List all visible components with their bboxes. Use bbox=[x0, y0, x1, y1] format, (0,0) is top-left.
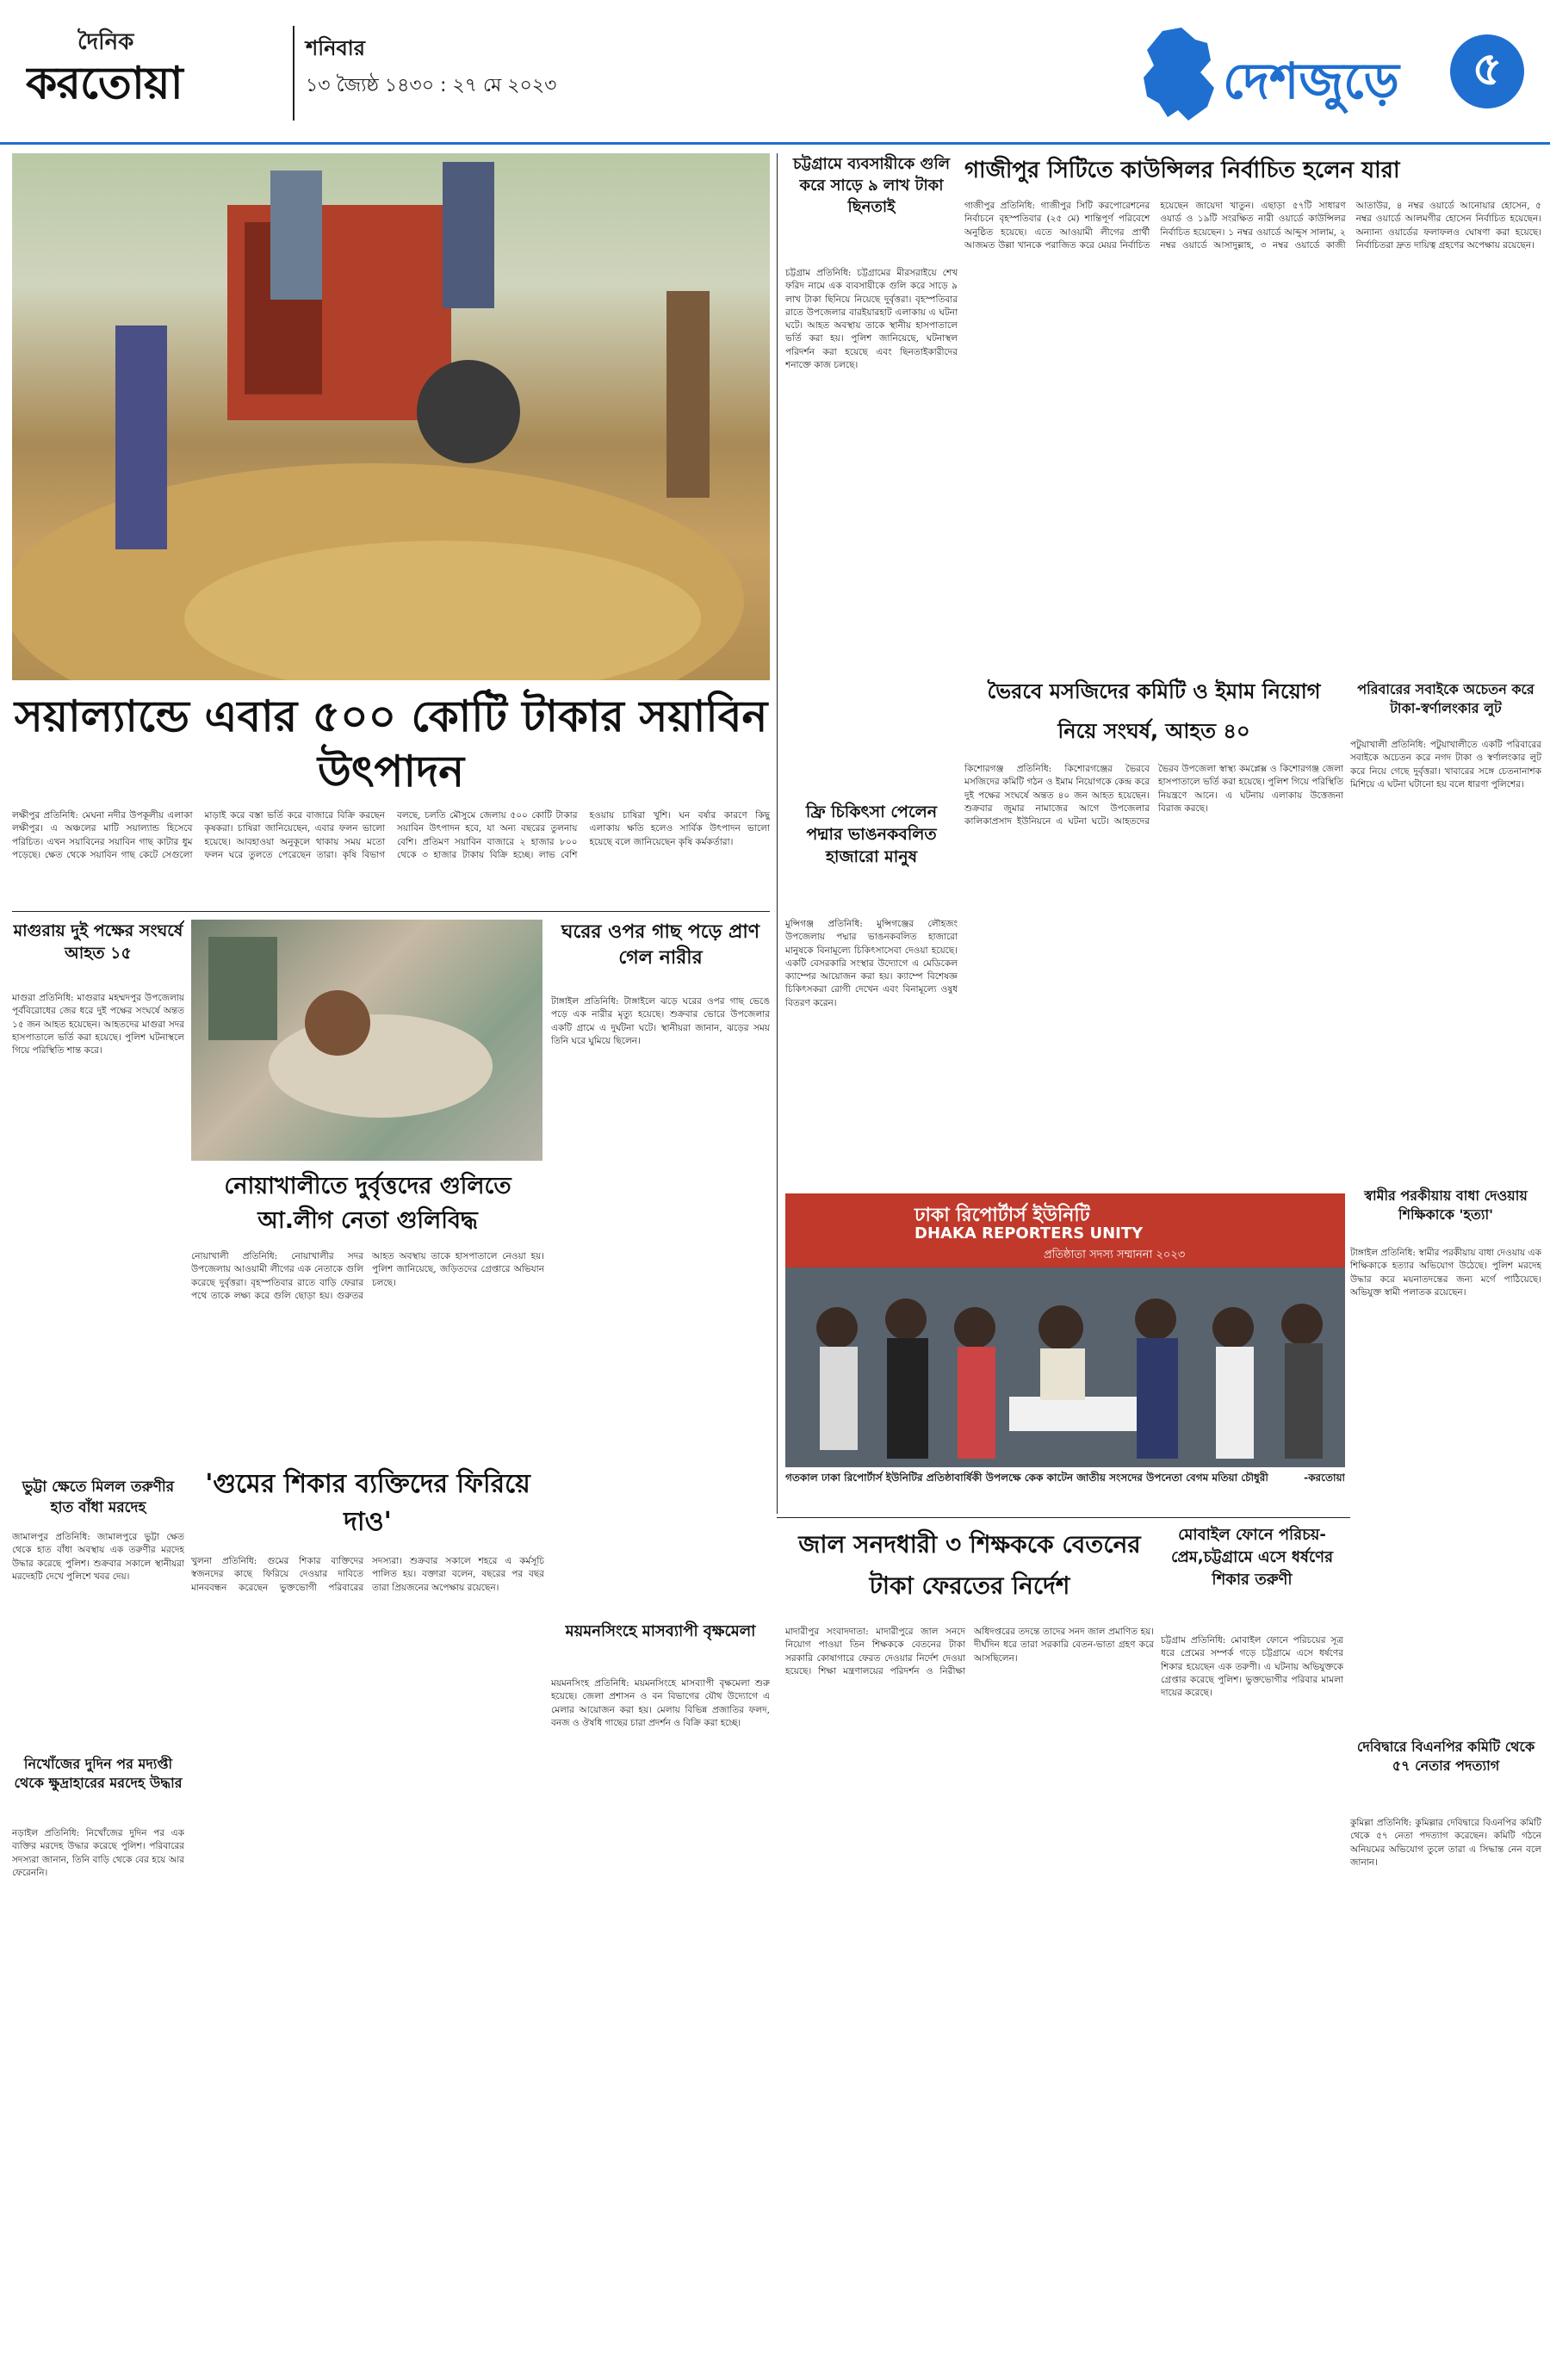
photo-dru-event bbox=[785, 1193, 1345, 1467]
article-missing: নড়াইল প্রতিনিধি: নিখোঁজের দুদিন পর এক ব্যক্তির মরদেহ উদ্ধার করেছে পুলিশ। পরিবারের সদস্যরা জানান, তিনি বাড়ি থেকে বের হয়ে আর ফেরেননি। bbox=[12, 1828, 184, 1878]
headline-gum: 'গুমের শিকার ব্যক্তিদের ফিরিয়ে দাও' bbox=[205, 1469, 530, 1537]
article-ctg: চট্টগ্রাম প্রতিনিধি: চট্টগ্রামের মীরসরাইয়ে শেখ ফরিদ নামে এক ব্যবসায়ীকে গুলি করে সাড়ে ৯ লাখ টাকা ছিনিয়ে নিয়েছে দুর্বৃত্তরা। বৃহস্পতিবার রাতে উপজেলার বারইয়ারহাট এলাকায় এ ঘটনা ঘটে। আহত অবস্থায় তাকে স্থানীয় হাসপাতালে ভর্তি করা হয়। পুলিশ জানিয়েছে, ঘটনাস্থল পরিদর্শন করা হয়েছে এবং ছিনতাইকারীদের শনাক্তে কাজ চলছে। bbox=[785, 268, 958, 371]
article-fire: পটুয়াখালী প্রতিনিধি: পটুয়াখালীতে একটি পরিবারের সবাইকে অচেতন করে নগদ টাকা ও স্বর্ণালংকার লুট করে নিয়ে গেছে দুর্বৃত্তরা। খাবারের সঙ্গে চেতনানাশক মিশিয়ে এ ঘটনা ঘটানো হয় বলে ধারণা পুলিশের। bbox=[1350, 740, 1541, 790]
caption-credit: -করতোয়া bbox=[1304, 1472, 1345, 1484]
headline-husband: স্বামীর পরকীয়ায় বাধা দেওয়ায় শিক্ষিকাকে 'হত্যা' bbox=[1364, 1187, 1528, 1223]
article-mosque: কিশোরগঞ্জ প্রতিনিধি: কিশোরগঞ্জের ভৈরবে মসজিদের কমিটি গঠন ও ইমাম নিয়োগকে কেন্দ্র করে দুই পক্ষের সংঘর্ষে অন্তত ৪০ জন আহত হয়েছেন। শুক্রবার জুমার নামাজের আগে উপজেলার কালিকাপ্রসাদ ইউনিয়নে এ ঘটনা ঘটে। আহতদের ভৈরব উপজেলা স্বাস্থ্য কমপ্লেক্স ও কিশোরগঞ্জ জেলা হাসপাতালে ভর্তি করা হয়েছে। পুলিশ গিয়ে পরিস্থিতি নিয়ন্ত্রণে আনে। এ ঘটনায় এলাকায় উত্তেজনা বিরাজ করছে। bbox=[964, 764, 1343, 827]
banner-title-en: DHAKA REPORTERS UNITY bbox=[914, 1224, 1144, 1243]
headline-soybean: সয়াল্যান্ডে এবার ৫০০ কোটি টাকার সয়াবিন উৎপাদন bbox=[14, 691, 768, 796]
lead-photo-soybean-harvest bbox=[12, 153, 770, 680]
headline-ctg: চট্টগ্রামে ব্যবসায়ীকে গুলি করে সাড়ে ৯ লাখ টাকা ছিনতাই bbox=[793, 155, 950, 216]
column-rule bbox=[777, 153, 778, 1514]
headline-jaal: জাল সনদধারী ৩ শিক্ষককে বেতনের টাকা ফেরতের নির্দেশ bbox=[798, 1530, 1141, 1600]
headline-padma: ফ্রি চিকিৎসা পেলেন পদ্মার ভাঙনকবলিত হাজারো মানুষ bbox=[805, 803, 938, 866]
day-label: শনিবার bbox=[306, 36, 365, 60]
masthead-divider bbox=[293, 26, 294, 121]
photo-hospital-patient bbox=[191, 920, 542, 1161]
masthead-rule bbox=[0, 142, 1550, 145]
brand-logo bbox=[26, 24, 198, 119]
article-bhutta: জামালপুর প্রতিনিধি: জামালপুরে ভুট্টা ক্ষেত থেকে হাত বাঁধা অবস্থায় এক তরুণীর মরদেহ উদ্ধার করেছে পুলিশ। শুক্রবার সকালে স্থানীয়রা মরদেহটি দেখে পুলিশে খবর দেয়। bbox=[12, 1532, 184, 1582]
dru-people-scene bbox=[785, 1267, 1345, 1467]
page-number: ৫ bbox=[1472, 41, 1503, 96]
article-husband: টাঙ্গাইল প্রতিনিধি: স্বামীর পরকীয়ায় বাধা দেওয়ায় এক শিক্ষিকাকে হত্যার অভিযোগ উঠেছে। পুলিশ মরদেহ উদ্ধার করে ময়নাতদন্তের জন্য মর্গে পাঠিয়েছে। অভিযুক্ত স্বামী পলাতক রয়েছেন। bbox=[1350, 1248, 1541, 1298]
headline-mobile: মোবাইল ফোনে পরিচয়-প্রেম,চট্টগ্রামে এসে ধর্ষণের শিকার তরুণী bbox=[1171, 1526, 1333, 1589]
patient-scene bbox=[191, 920, 542, 1161]
section-title: দেশজুড়ে bbox=[1223, 52, 1399, 110]
article-jaal: মাদারীপুর সংবাদদাতা: মাদারীপুরে জাল সনদে নিয়োগ পাওয়া তিন শিক্ষককে বেতনের টাকা সরকারি কোষাগারে ফেরত দেওয়ার নির্দেশ দেওয়া হয়েছে। শিক্ষা মন্ত্রণালয়ের পরিদর্শন ও নিরীক্ষা অধিদপ্তরের তদন্তে তাদের সনদ জাল প্রমাণিত হয়। দীর্ঘদিন ধরে তারা সরকারি বেতন-ভাতা গ্রহণ করে আসছিলেন। bbox=[785, 1627, 1154, 1677]
caption-text: গতকাল ঢাকা রিপোর্টার্স ইউনিটির প্রতিষ্ঠাবার্ষিকী উপলক্ষে কেক কাটেন জাতীয় সংসদের উপনেতা বেগম মতিয়া চৌধুরী bbox=[785, 1472, 1268, 1484]
page-number-badge bbox=[1450, 34, 1524, 108]
date-label: ১৩ জ্যৈষ্ঠ ১৪৩০ : ২৭ মে ২০২৩ bbox=[306, 75, 557, 96]
headline-bhutta: ভুট্টা ক্ষেতে মিলল তরুণীর হাত বাঁধা মরদেহ bbox=[22, 1478, 175, 1516]
article-noakhali: নোয়াখালী প্রতিনিধি: নোয়াখালীর সদর উপজেলায় আওয়ামী লীগের এক নেতাকে গুলি করেছে দুর্বৃত্তরা। বৃহস্পতিবার রাতে বাড়ি ফেরার পথে তাকে লক্ষ্য করে গুলি ছোড়া হয়। গুরুতর আহত অবস্থায় তাকে হাসপাতালে নেওয়া হয়। পুলিশ জানিয়েছে, জড়িতদের গ্রেপ্তারে অভিযান চলছে। bbox=[191, 1251, 544, 1301]
headline-gazipur: গাজীপুর সিটিতে কাউন্সিলর নির্বাচিত হলেন যারা bbox=[964, 158, 1400, 183]
headline-tree: ঘরের ওপর গাছ পড়ে প্রাণ গেল নারীর bbox=[561, 921, 760, 969]
article-magura: মাগুরা প্রতিনিধি: মাগুরার মহম্মদপুর উপজেলায় পূর্ববিরোধের জের ধরে দুই পক্ষের সংঘর্ষে অন্তত ১৫ জন আহত হয়েছেন। আহতদের মাগুরা সদর হাসপাতালে ভর্তি করা হয়েছে। পুলিশ ঘটনাস্থলে গিয়ে পরিস্থিতি শান্ত করে। bbox=[12, 993, 184, 1057]
divider bbox=[12, 911, 770, 912]
article-mymensingh: ময়মনসিংহ প্রতিনিধি: ময়মনসিংহে মাসব্যাপী বৃক্ষমেলা শুরু হয়েছে। জেলা প্রশাসন ও বন বিভাগের যৌথ উদ্যোগে এ মেলার আয়োজন করা হয়। মেলায় বিভিন্ন প্রজাতির ফলদ, বনজ ও ঔষধি গাছের চারা প্রদর্শন ও বিক্রি করা হচ্ছে। bbox=[551, 1678, 770, 1728]
article-soybean: লক্ষীপুর প্রতিনিধি: মেঘনা নদীর উপকূলীয় এলাকা লক্ষীপুর। এ অঞ্চলের মাটি সয়াল্যান্ড হিসেবে পরিচিত। এখন সয়াবিনের সয়াবিন গাছ কাটার ধুম পড়েছে। ক্ষেত থেকে সয়াবিন গাছ কেটে সেগুলো মাড়াই করে বস্তা ভর্তি করে বাজারে বিক্রি করছেন কৃষকরা। চাষিরা জানিয়েছেন, এবার ফলন ভালো হয়েছে। আবহাওয়া অনুকূলে থাকায় সময় মতো ফলন ঘরে তুলতে পেরেছেন তারা। কৃষি বিভাগ বলছে, চলতি মৌসুমে জেলায় ৫০০ কোটি টাকার সয়াবিন উৎপাদন হবে, যা অন্য বছরের তুলনায় বেশি। প্রতিমণ সয়াবিন বাজারে ২ হাজার ৮০০ থেকে ৩ হাজার টাকায় বিক্রি হচ্ছে। লাভ বেশি হওয়ায় চাষিরা খুশি। ঘন বর্ষার কারণে কিছু এলাকায় ক্ষতি হলেও সার্বিক উৎপাদন ভালো হয়েছে বলে জানিয়েছেন কৃষি কর্মকর্তারা। bbox=[12, 810, 770, 860]
article-gazipur: গাজীপুর প্রতিনিধি: গাজীপুর সিটি করপোরেশনের নির্বাচনে বৃহস্পতিবার (২৫ মে) শান্তিপূর্ণ পরিবেশে অনুষ্ঠিত হয়েছে। এতে আওয়ামী লীগের প্রার্থী আজমত উল্লা খানকে পরাজিত করে মেয়র নির্বাচিত হয়েছেন জায়েদা খাতুন। এছাড়া ৫৭টি সাধারণ ওয়ার্ড ও ১৯টি সংরক্ষিত নারী ওয়ার্ডে কাউন্সিলর নির্বাচিত হয়েছেন। ১ নম্বর ওয়ার্ডে আব্দুস সালাম, ২ নম্বর ওয়ার্ডে আসাদুল্লাহ, ৩ নম্বর ওয়ার্ডে কাজী আতাউর, ৪ নম্বর ওয়ার্ডে আনোয়ার হোসেন, ৫ নম্বর ওয়ার্ডে আলমগীর হোসেন নির্বাচিত হয়েছেন। অন্যান্য ওয়ার্ডের ফলাফলও ঘোষণা করা হয়েছে। নির্বাচিতরা দ্রুত দায়িত্ব গ্রহণের অপেক্ষায় রয়েছেন। bbox=[964, 201, 1541, 251]
banner-title-bn: ঢাকা রিপোর্টার্স ইউনিটি bbox=[914, 1205, 1090, 1226]
banner-subtitle: প্রতিষ্ঠাতা সদস্য সম্মাননা ২০২৩ bbox=[1044, 1249, 1186, 1261]
caption-dru bbox=[785, 1471, 1345, 1514]
masthead bbox=[0, 0, 1550, 142]
article-tree: টাঙ্গাইল প্রতিনিধি: টাঙ্গাইলে ঝড়ে ঘরের ওপর গাছ ভেঙে পড়ে এক নারীর মৃত্যু হয়েছে। শুক্রবার ভোরে উপজেলার একটি গ্রামে এ দুর্ঘটনা ঘটে। স্থানীয়রা জানান, ঝড়ের সময় তিনি ঘরে ঘুমিয়ে ছিলেন। bbox=[551, 996, 770, 1046]
brand-name: করতোয়া bbox=[26, 58, 183, 109]
article-mobile: চট্টগ্রাম প্রতিনিধি: মোবাইল ফোনে পরিচয়ের সূত্র ধরে প্রেমের সম্পর্ক গড়ে চট্টগ্রামে এসে ধর্ষণের শিকার হয়েছেন এক তরুণী। এ ঘটনায় অভিযুক্তকে গ্রেপ্তার করেছে পুলিশ। ভুক্তভোগীর পরিবার মামলা দায়ের করেছে। bbox=[1161, 1635, 1343, 1699]
divider bbox=[777, 1517, 1350, 1518]
bangladesh-map-icon bbox=[1128, 24, 1231, 127]
brand-small: দৈনিক bbox=[78, 29, 134, 55]
article-gum: খুলনা প্রতিনিধি: গুমের শিকার ব্যক্তিদের স্বজনদের কাছে ফিরিয়ে দেওয়ার দাবিতে মানববন্ধন করেছেন ভুক্তভোগী পরিবারের সদস্যরা। শুক্রবার সকালে শহরে এ কর্মসূচি পালিত হয়। বক্তারা বলেন, বছরের পর বছর তারা প্রিয়জনের অপেক্ষায় রয়েছেন। bbox=[191, 1556, 544, 1593]
article-padma: মুন্সিগঞ্জ প্রতিনিধি: মুন্সিগঞ্জের লৌহজং উপজেলায় পদ্মার ভাঙনকবলিত হাজারো মানুষকে বিনামূল্যে চিকিৎসাসেবা দেওয়া হয়েছে। একটি বেসরকারি সংস্থার উদ্যোগে এ মেডিকেল ক্যাম্পের আয়োজন করা হয়। ক্যাম্পে বিশেষজ্ঞ চিকিৎসকরা রোগী দেখেন এবং বিনামূল্যে ওষুধ বিতরণ করেন। bbox=[785, 919, 958, 1008]
headline-debidwar: দেবিদ্বারে বিএনপির কমিটি থেকে ৫৭ নেতার পদত্যাগ bbox=[1356, 1739, 1535, 1774]
headline-mymensingh: ময়মনসিংহে মাসব্যাপী বৃক্ষমেলা bbox=[565, 1622, 756, 1640]
headline-magura: মাগুরায় দুই পক্ষের সংঘর্ষে আহত ১৫ bbox=[13, 921, 183, 963]
harvest-scene bbox=[12, 153, 770, 680]
headline-mosque: ভৈরবে মসজিদের কমিটি ও ইমাম নিয়োগ নিয়ে সংঘর্ষ, আহত ৪০ bbox=[987, 679, 1321, 743]
headline-noakhali: নোয়াখালীতে দুর্বৃত্তদের গুলিতে আ.লীগ নেতা গুলিবিদ্ধ bbox=[224, 1173, 512, 1234]
dru-banner bbox=[785, 1193, 1345, 1267]
article-debidwar: কুমিল্লা প্রতিনিধি: কুমিল্লার দেবিদ্বারে বিএনপির কমিটি থেকে ৫৭ নেতা পদত্যাগ করেছেন। কমিটি গঠনে অনিয়মের অভিযোগ তুলে তারা এ সিদ্ধান্ত নেন বলে জানান। bbox=[1350, 1818, 1541, 1868]
headline-missing: নিখোঁজের দুদিন পর মদ্যপ্তী থেকে ক্ষুদ্রাহারের মরদেহ উদ্ধার bbox=[14, 1756, 183, 1791]
headline-fire: পরিবারের সবাইকে অচেতন করে টাকা-স্বর্ণালংকার লুট bbox=[1357, 681, 1534, 716]
section-badge bbox=[1128, 24, 1533, 127]
